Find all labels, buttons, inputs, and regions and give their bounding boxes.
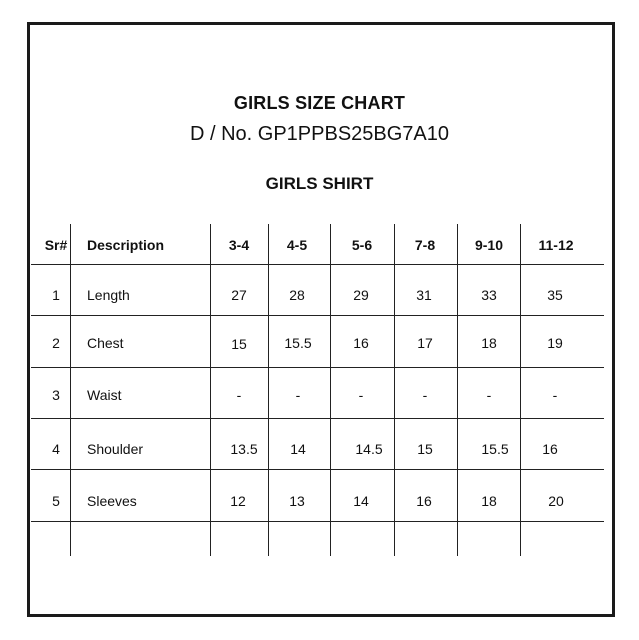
row-divider: [31, 521, 604, 522]
row-sr: 3: [52, 387, 60, 403]
column-divider: [457, 224, 458, 556]
row-value: 13.5: [230, 441, 258, 457]
row-value: -: [422, 387, 428, 403]
row-value: 17: [417, 335, 433, 351]
header-size: 7-8: [414, 237, 436, 253]
row-value: 28: [289, 287, 305, 303]
column-divider: [330, 224, 331, 556]
row-value: 31: [416, 287, 432, 303]
chart-title: GIRLS SIZE CHART: [233, 93, 406, 113]
row-value: 15.5: [284, 335, 312, 351]
row-divider: [31, 418, 604, 419]
row-value: 16: [353, 335, 369, 351]
row-value: 14: [353, 493, 369, 509]
row-description: Shoulder: [87, 441, 144, 457]
row-sr: 4: [52, 441, 60, 457]
row-sr: 2: [52, 335, 60, 351]
row-divider: [31, 264, 604, 265]
row-value: 15: [417, 441, 433, 457]
row-value: 35: [547, 287, 563, 303]
header-size: 11-12: [538, 237, 574, 253]
header-size: 4-5: [286, 237, 308, 253]
row-description: Waist: [87, 387, 122, 403]
header-size: 9-10: [474, 237, 504, 253]
design-number: D / No. GP1PPBS25BG7A10: [189, 123, 450, 145]
row-value: 12: [230, 493, 246, 509]
row-value: 19: [547, 335, 563, 351]
column-divider: [394, 224, 395, 556]
column-divider: [210, 224, 211, 556]
header-description: Description: [87, 237, 165, 253]
row-value: 14: [290, 441, 306, 457]
row-value: 16: [416, 493, 432, 509]
header-size: 5-6: [351, 237, 373, 253]
row-value: -: [358, 387, 364, 403]
row-value: 15.5: [481, 441, 509, 457]
row-description: Length: [87, 287, 130, 303]
header-sr: Sr#: [44, 237, 68, 253]
chart-subtitle: GIRLS SHIRT: [265, 174, 374, 193]
row-value: 18: [481, 493, 497, 509]
row-value: 20: [548, 493, 564, 509]
row-value: 13: [289, 493, 305, 509]
row-description: Sleeves: [87, 493, 137, 509]
row-description: Chest: [87, 335, 124, 351]
row-value: 33: [481, 287, 497, 303]
column-divider: [268, 224, 269, 556]
row-value: -: [236, 387, 242, 403]
row-divider: [31, 367, 604, 368]
row-value: 14.5: [355, 441, 383, 457]
row-divider: [31, 315, 604, 316]
row-value: 29: [353, 287, 369, 303]
row-divider: [31, 469, 604, 470]
column-divider: [520, 224, 521, 556]
row-value: -: [295, 387, 301, 403]
column-divider: [70, 224, 71, 556]
row-value: -: [552, 387, 558, 403]
row-sr: 1: [52, 287, 60, 303]
row-value: 15: [231, 336, 247, 352]
row-value: 18: [481, 335, 497, 351]
row-value: -: [486, 387, 492, 403]
row-sr: 5: [52, 493, 60, 509]
row-value: 16: [542, 441, 558, 457]
row-value: 27: [231, 287, 247, 303]
header-size: 3-4: [228, 237, 250, 253]
